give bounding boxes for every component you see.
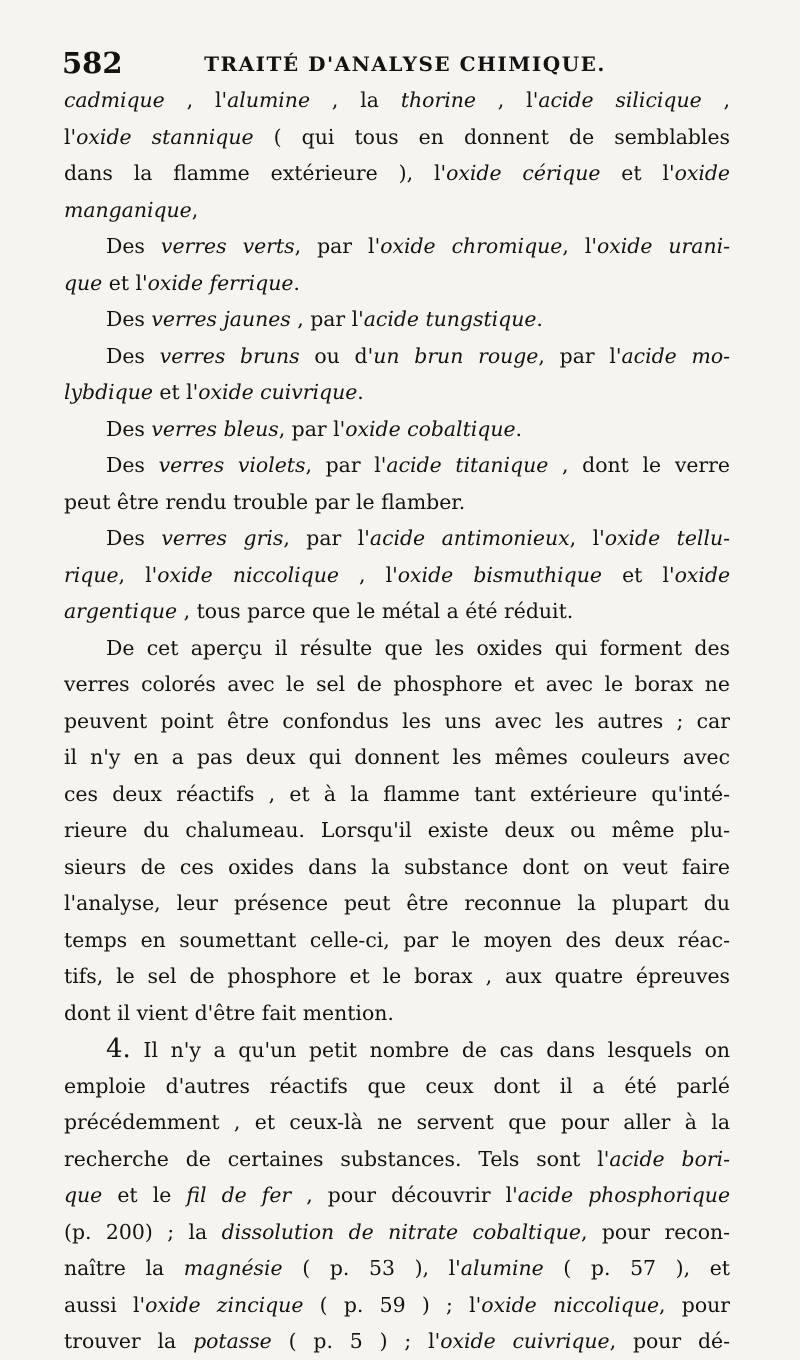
text-line: temps en soumettant celle-ci, par le moyen des deux réac- <box>64 927 730 952</box>
text-line: sieurs de ces oxides dans la substance dont on veut faire <box>64 854 730 879</box>
text-line: que et le fil de fer , pour découvrir l'acide phosphorique <box>64 1183 731 1207</box>
body-text <box>64 82 730 1360</box>
text-line: Des verres bruns ou d'un brun rouge, par l'acide mo- <box>106 343 731 368</box>
text-line: l'oxide stannique ( qui tous en donnent de semblables <box>64 124 730 149</box>
text-line: recherche de certaines substances. Tels sont l'acide bori- <box>64 1146 731 1171</box>
text-line: emploie d'autres réactifs que ceux dont il a été parlé <box>64 1073 730 1098</box>
text-line: verres colorés avec le sel de phosphore et avec le borax ne <box>64 672 730 696</box>
text-line: ces deux réactifs , et à la flamme tant extérieure qu'inté- <box>64 781 730 806</box>
text-line: Des verres jaunes , par l'acide tungstique. <box>106 307 543 331</box>
text-line: dont il vient d'être fait mention. <box>64 1000 394 1025</box>
text-line: que et l'oxide ferrique. <box>64 270 300 295</box>
text-line: manganique, <box>64 197 199 222</box>
text-line: l'analyse, leur présence peut être reconnue la plupart du <box>64 891 730 915</box>
text-line: lybdique et l'oxide cuivrique. <box>64 380 364 404</box>
text-line: (p. 200) ; la dissolution de nitrate cobaltique, pour recon- <box>64 1219 730 1244</box>
text-line: Des verres verts, par l'oxide chromique, l'oxide urani- <box>106 234 730 258</box>
text-line: 4. Il n'y a qu'un petit nombre de cas dans lesquels on <box>106 1034 730 1064</box>
text-line: Des verres bleus, par l'oxide cobaltique. <box>106 416 523 441</box>
text-line: peut être rendu trouble par le flamber. <box>64 489 466 514</box>
page-header <box>62 44 748 84</box>
text-line: naître la magnésie ( p. 53 ), l'alumine ( p. 57 ), et <box>64 1256 730 1280</box>
text-line: il n'y en a pas deux qui donnent les mêmes couleurs avec <box>64 745 730 769</box>
text-line: rique, l'oxide niccolique , l'oxide bismuthique et l'oxide <box>64 562 731 587</box>
text-line: Des verres violets, par l'acide titanique , dont le verre <box>106 453 730 477</box>
running-title: TRAITÉ D'ANALYSE CHIMIQUE. <box>204 52 606 76</box>
text-line: aussi l'oxide zincique ( p. 59 ) ; l'oxide niccolique, pour <box>64 1292 730 1317</box>
text-line: précédemment , et ceux-là ne servent que pour aller à la <box>64 1110 730 1134</box>
text-line: trouver la potasse ( p. 5 ) ; l'oxide cuivrique, pour dé- <box>64 1329 731 1353</box>
page-number: 582 <box>62 46 123 80</box>
text-line: tifs, le sel de phosphore et le borax , aux quatre épreuves <box>64 964 730 988</box>
text-line: cadmique , l'alumine , la thorine , l'acide silicique , <box>64 88 731 112</box>
text-line: De cet aperçu il résulte que les oxides qui forment des <box>106 635 730 660</box>
text-line: argentique , tous parce que le métal a été réduit. <box>64 599 574 623</box>
text-line: dans la flamme extérieure ), l'oxide cérique et l'oxide <box>64 161 730 185</box>
text-line: rieure du chalumeau. Lorsqu'il existe deux ou même plu- <box>64 818 730 842</box>
text-line: Des verres gris, par l'acide antimonieux, l'oxide tellu- <box>106 526 730 550</box>
text-line: peuvent point être confondus les uns avec les autres ; car <box>64 708 730 733</box>
